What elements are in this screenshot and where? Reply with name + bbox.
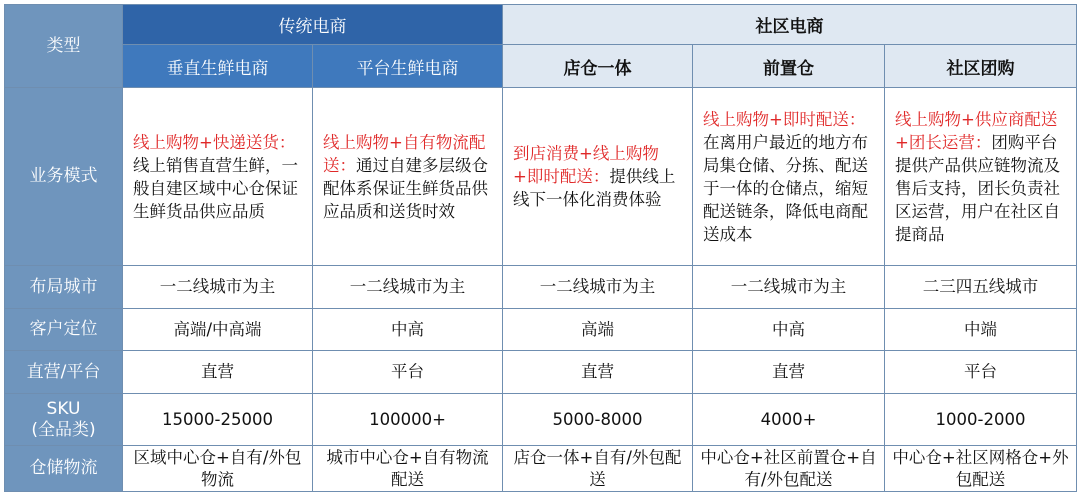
business-model-cell [693,88,885,266]
business-model-cell [503,88,693,266]
business-model-text: 在离用户最近的地方布局集仓储、分拣、配送于一体的仓储点，缩短配送链条，降低电商配送成本 [703,132,868,244]
table-cell: 直营 [503,351,693,394]
table-cell: 4000+ [693,394,885,446]
business-model-highlight: 线上购物+自有物流配送： [323,132,486,175]
traditional-ecommerce-header: 传统电商 [123,5,503,45]
group-header-row [5,5,1077,45]
table-cell: 1000-2000 [885,394,1077,446]
table-cell: 平台 [885,351,1077,394]
table-cell: 100000+ [313,394,503,446]
sku-label: SKU [46,398,81,419]
business-model-cell [885,88,1077,266]
community-ecommerce-header: 社区电商 [503,5,1077,45]
table-cell: 中心仓+社区前置仓+自有/外包配送 [693,446,885,492]
category-header-row [5,45,1077,88]
table-cell: 中端 [885,309,1077,351]
comparison-table [4,4,1077,492]
business-model-highlight: 线上购物+供应商配送+团长运营： [895,109,1058,152]
business-model-text: 团购平台提供产品供应链物流及售后支持，团长负责社区运营，用户在社区自提商品 [895,132,1060,244]
table-cell: 高端/中高端 [123,309,313,351]
table-cell: 区域中心仓+自有/外包物流 [123,446,313,492]
business-model-row [5,88,1077,266]
table-cell: 中高 [693,309,885,351]
table-cell: 15000-25000 [123,394,313,446]
direct-platform-row [5,351,1077,394]
column-header: 店仓一体 [503,45,693,88]
business-model-text: 提供线上线下一体化消费体验 [513,167,676,209]
table-cell: 二三四五线城市 [885,266,1077,309]
business-model-highlight: 线上购物+即时配送： [703,109,866,129]
table-cell: 城市中心仓+自有物流配送 [313,446,503,492]
table-cell: 平台 [313,351,503,394]
table-cell: 一二线城市为主 [503,266,693,309]
column-header: 社区团购 [885,45,1077,88]
business-model-cell [313,88,503,266]
table-cell: 5000-8000 [503,394,693,446]
row-label: 客户定位 [5,309,123,351]
column-header: 垂直生鲜电商 [123,45,313,88]
table-cell: 中心仓+社区网格仓+外包配送 [885,446,1077,492]
row-label: 直营/平台 [5,351,123,394]
table-cell: 店仓一体+自有/外包配送 [503,446,693,492]
table-cell: 一二线城市为主 [693,266,885,309]
table-cell: 一二线城市为主 [313,266,503,309]
sku-row [5,394,1077,446]
business-model-cell [123,88,313,266]
row-label [5,394,123,446]
type-header: 类型 [5,5,123,88]
business-model-text: 线上销售直营生鲜，一般自建区域中心仓保证生鲜货品供应品质 [133,155,298,221]
column-header: 平台生鲜电商 [313,45,503,88]
table-cell: 直营 [693,351,885,394]
city-layout-row [5,266,1077,309]
table-cell: 高端 [503,309,693,351]
business-model-text: 通过自建多层级仓配体系保证生鲜货品供应品质和送货时效 [323,155,488,221]
row-label: 布局城市 [5,266,123,309]
column-header: 前置仓 [693,45,885,88]
table-cell: 中高 [313,309,503,351]
business-model-highlight: 到店消费+线上购物+即时配送： [513,144,659,186]
customer-position-row [5,309,1077,351]
logistics-row [5,446,1077,492]
row-label: 仓储物流 [5,446,123,492]
table-cell: 一二线城市为主 [123,266,313,309]
sku-label-sub: (全品类) [31,419,96,440]
business-model-highlight: 线上购物+快递送货： [133,132,296,152]
table-cell: 直营 [123,351,313,394]
row-label: 业务模式 [5,88,123,266]
